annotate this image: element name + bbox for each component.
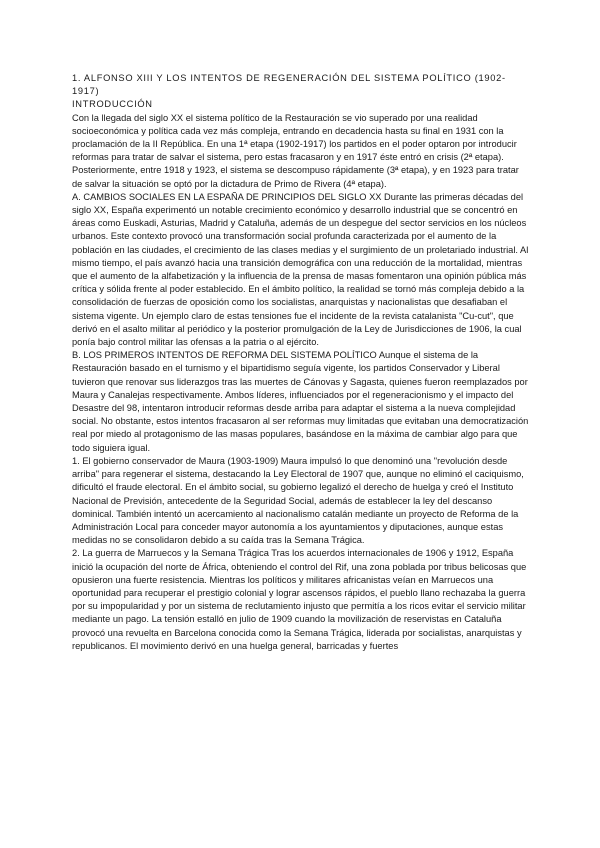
paragraph-gobierno-maura: 1. El gobierno conservador de Maura (1903-1909) Maura impulsó lo que denominó una "revolución desde arriba" para regenerar el sistema, destacando la Ley Electoral de 1907 que, aunque no eliminó el caciquismo, dificultó el fraude electoral. En el ámbito social, su gobierno legalizó el derecho de huelga y creó el Instituto Nacional de Previsión, antecedente de la Seguridad Social, además de establecer la ley del descanso dominical. También intentó un acercamiento al nacionalismo catalán mediante un proyecto de Reforma de la Administración Local para conceder mayor autonomía a los ayuntamientos y diputaciones, aunque estas medidas no se consolidaron debido a su caída tras la Semana Trágica. — [72, 455, 524, 546]
intro-heading: INTRODUCCIÓN — [72, 99, 153, 110]
paragraph-primeros-intentos: B. LOS PRIMEROS INTENTOS DE REFORMA DEL SISTEMA POLÍTICO Aunque el sistema de la Restauración basado en el turnismo y el bipartidismo seguía vigente, los partidos Conservador y Liberal tuvieron que renovar sus liderazgos tras las muertes de Cánovas y Sagasta, quienes fueron reemplazados por Maura y Canalejas respectivamente. Ambos líderes, influenciados por el regeneracionismo y el impacto del Desastre del 98, intentaron introducir reformas desde arriba para adaptar el sistema a la nueva complejidad social. No obstante, estos intentos fracasaron al ser reformas muy limitadas que evitaban una democratización real por miedo al protagonismo de las masas populares, basándose en la máxima de cambiar algo para que todo siguiera igual. — [72, 350, 529, 453]
paragraph-guerra-marruecos: 2. La guerra de Marruecos y la Semana Trágica Tras los acuerdos internacionales de 1906 y 1912, España inició la ocupación del norte de África, obteniendo el control del Rif, una zona poblada por tribus belicosas que opusieron una fuerte resistencia. Mientras los políticos y militares africanistas veían en Marruecos una oportunidad para recuperar el prestigio colonial y lograr ascensos rápidos, el pueblo llano rechazaba la guerra por su impopularidad y por un sistema de reclutamiento injusto que permitía a los ricos evitar el servicio militar mediante un pago. La tensión estalló en julio de 1909 cuando la movilización de reservistas en Cataluña provocó una revuelta en Barcelona conocida como la Semana Trágica, liderada por socialistas, anarquistas y republicanos. El movimiento derivó en una huelga general, barricadas y fuertes — [72, 548, 527, 651]
document-title: 1. ALFONSO XIII Y LOS INTENTOS DE REGENERACIÓN DEL SISTEMA POLÍTICO (1902-1917) — [72, 73, 506, 97]
paragraph-introduction: Con la llegada del siglo XX el sistema político de la Restauración se vio superado por una realidad socioeconómica y política cada vez más compleja, entrando en decadencia hasta su final en 1931 con la proclamación de la II República. En una 1ª etapa (1902-1917) los partidos en el poder optaron por introducir reformas para tratar de salvar el sistema, pero estas fracasaron y en 1917 éste entró en crisis (2ª etapa). Posteriormente, entre 1918 y 1923, el sistema se descompuso rápidamente (3ª etapa), y en 1923 para tratar de salvar la situación se optó por la dictadura de Primo de Rivera (4ª etapa). — [72, 112, 519, 189]
paragraph-cambios-sociales: A. CAMBIOS SOCIALES EN LA ESPAÑA DE PRINCIPIOS DEL SIGLO XX Durante las primeras décadas del siglo XX, España experimentó un notable crecimiento económico y desarrollo industrial que se concentró en áreas como Euskadi, Asturias, Madrid y Cataluña, además de un despegue del sector servicios en los núcleos urbanos. Este contexto provocó una transformación social profunda caracterizada por el aumento de la población en las ciudades, el crecimiento de las clases medias y el surgimiento de un proletariado industrial. Al mismo tiempo, el país avanzó hacia una transición demográfica con una reducción de la mortalidad, mientras que el aumento de la alfabetización y la influencia de la prensa de masas fomentaron una opinión pública más crítica y sólida frente al poder establecido. En el ámbito político, la realidad se tornó más compleja debido a la consolidación de fuerzas de oposición como los socialistas, anarquistas y nacionalistas que desafiaban el sistema vigente. Un ejemplo claro de estas tensiones fue el incidente de la revista catalanista "Cu-cut", que derivó en el asalto militar al periódico y la posterior promulgación de la Ley de Jurisdicciones de 1906, la cual ponía bajo control militar las ofensas a la patria o al ejército. — [72, 191, 529, 348]
document-page — [72, 72, 530, 653]
